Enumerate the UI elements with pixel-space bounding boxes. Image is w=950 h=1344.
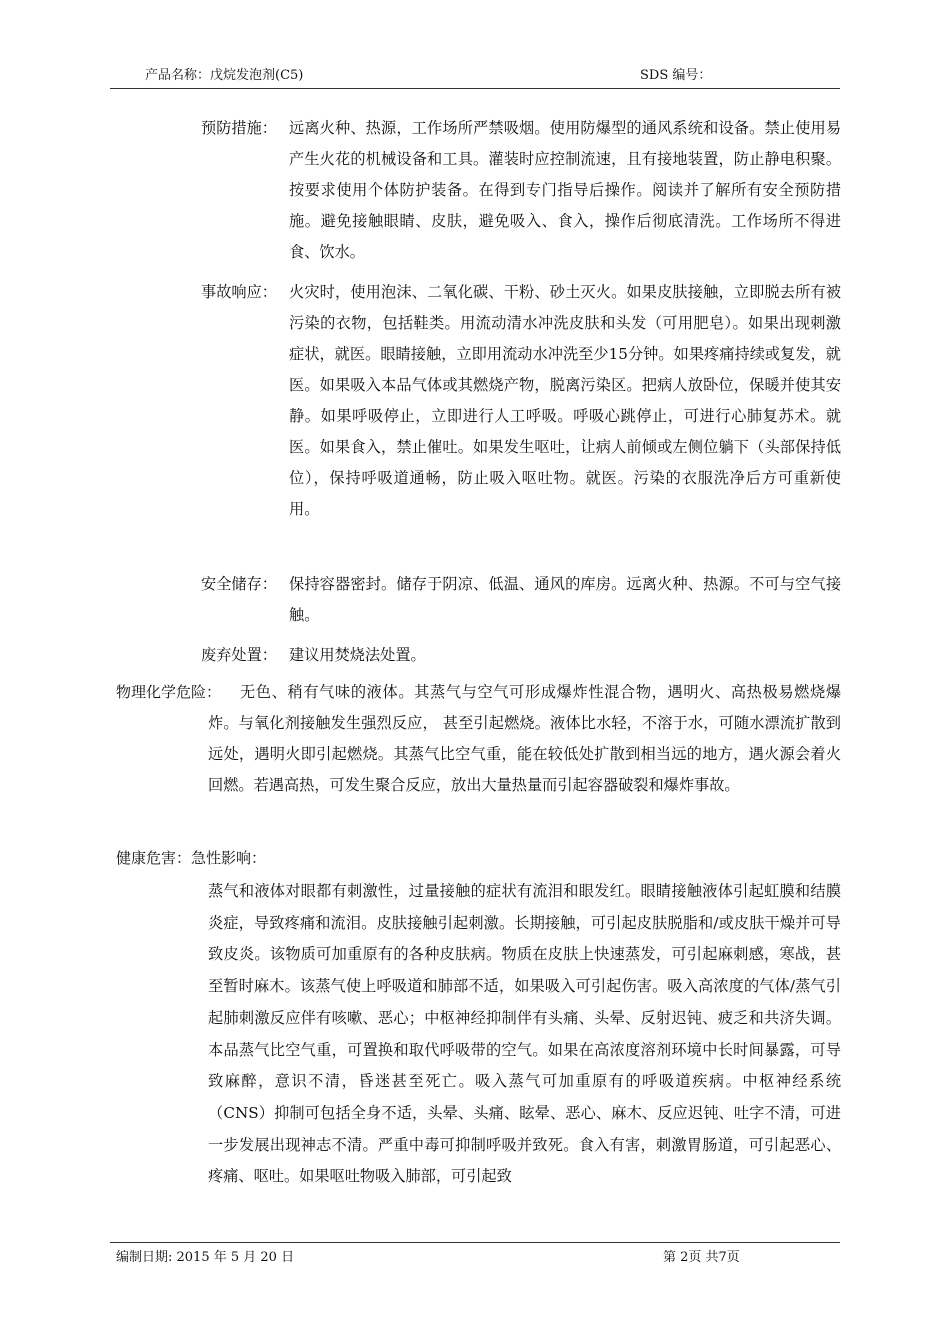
disposal-label: 废弃处置： [201, 646, 277, 664]
disposal [201, 640, 841, 671]
prevention-text: 远离火种、热源，工作场所严禁吸烟。使用防爆型的通风系统和设备。禁止使用易产生火花的机械设备和工具。灌装时应控制流速，且有接地装置，防止静电积聚。按要求使用个体防护装备。在得到专门指导后操作。阅读并了解所有安全预防措施。避免接触眼睛、皮肤，避免吸入、食入，操作后彻底清洗。工作场所不得进食、饮水。 [289, 119, 841, 261]
physical-hazard-text: 无色、稍有气味的液体。其蒸气与空气可形成爆炸性混合物，遇明火、高热极易燃烧爆炸。与氧化剂接触发生强烈反应， 甚至引起燃烧。液体比水轻，不溶于水，可随水漂流扩散到远处，遇明火即引起燃烧。其蒸气比空气重，能在较低处扩散到相当远的地方，遇火源会着火回燃。若遇高热，可发生聚合反应，放出大量热量而引起容器破裂和爆炸事故。 [208, 683, 841, 794]
storage-text: 保持容器密封。储存于阴凉、低温、通风的库房。远离火种、热源。不可与空气接触。 [289, 575, 841, 624]
prevention-label: 预防措施： [201, 119, 277, 137]
health-hazard-text: 蒸气和液体对眼都有刺激性，过量接触的症状有流泪和眼发红。眼睛接触液体引起虹膜和结膜炎症，导致疼痛和流泪。皮肤接触引起刺激。长期接触，可引起皮肤脱脂和/或皮肤干燥并可导致皮炎。该物质可加重原有的各种皮肤病。物质在皮肤上快速蒸发，可引起麻刺感，寒战，甚至暂时麻木。该蒸气使上呼吸道和肺部不适，如果吸入可引起伤害。吸入高浓度的气体/蒸气引起肺刺激反应伴有咳嗽、恶心；中枢神经抑制伴有头痛、头晕、反射迟钝、疲乏和共济失调。本品蒸气比空气重，可置换和取代呼吸带的空气。如果在高浓度溶剂环境中长时间暴露，可导致麻醉，意识不清，昏迷甚至死亡。吸入蒸气可加重原有的呼吸道疾病。中枢神经系统（CNS）抑制可包括全身不适，头晕、头痛、眩晕、恶心、麻木、反应迟钝、吐字不清，可进一步发展出现神志不清。严重中毒可抑制呼吸并致死。食入有害，刺激胃肠道，可引起恶心、疼痛、呕吐。如果呕吐物吸入肺部，可引起致 [208, 882, 841, 1186]
physical-hazard-label: 物理化学危险： [116, 683, 222, 701]
header-sds-number: SDS 编号： [640, 68, 712, 83]
accident-response [201, 277, 841, 525]
safe-storage [201, 569, 841, 631]
header-product-name: 产品名称：戊烷发泡剂(C5) [145, 68, 304, 83]
footer-rule [110, 1242, 840, 1243]
storage-label: 安全储存： [201, 575, 277, 593]
response-text: 火灾时，使用泡沫、二氧化碳、干粉、砂土灭火。如果皮肤接触，立即脱去所有被污染的衣物，包括鞋类。用流动清水冲洗皮肤和头发（可用肥皂）。如果出现刺激症状，就医。眼睛接触，立即用流动水冲洗至少15分钟。如果疼痛持续或复发，就医。如果吸入本品气体或其燃烧产物，脱离污染区。把病人放卧位，保暖并使其安静。如果呼吸停止，立即进行人工呼吸。呼吸心跳停止，可进行心肺复苏术。就医。如果食入，禁止催吐。如果发生呕吐，让病人前倾或左侧位躺下（头部保持低位），保持呼吸道通畅，防止吸入呕吐物。就医。污染的衣服洗净后方可重新使用。 [289, 283, 841, 518]
disposal-text: 建议用焚烧法处置。 [289, 646, 426, 664]
footer-page-number: 第 2页 共7页 [663, 1250, 740, 1265]
acute-effects-label: 急性影响： [191, 849, 267, 867]
health-hazard-heading [116, 846, 266, 870]
response-label: 事故响应： [201, 283, 277, 301]
prevention-measures [201, 113, 841, 268]
health-hazard-label: 健康危害： [116, 849, 192, 867]
header-rule [110, 88, 840, 89]
footer-date: 编制日期: 2015 年 5 月 20 日 [116, 1250, 295, 1265]
physical-chemical-hazard [116, 677, 841, 801]
